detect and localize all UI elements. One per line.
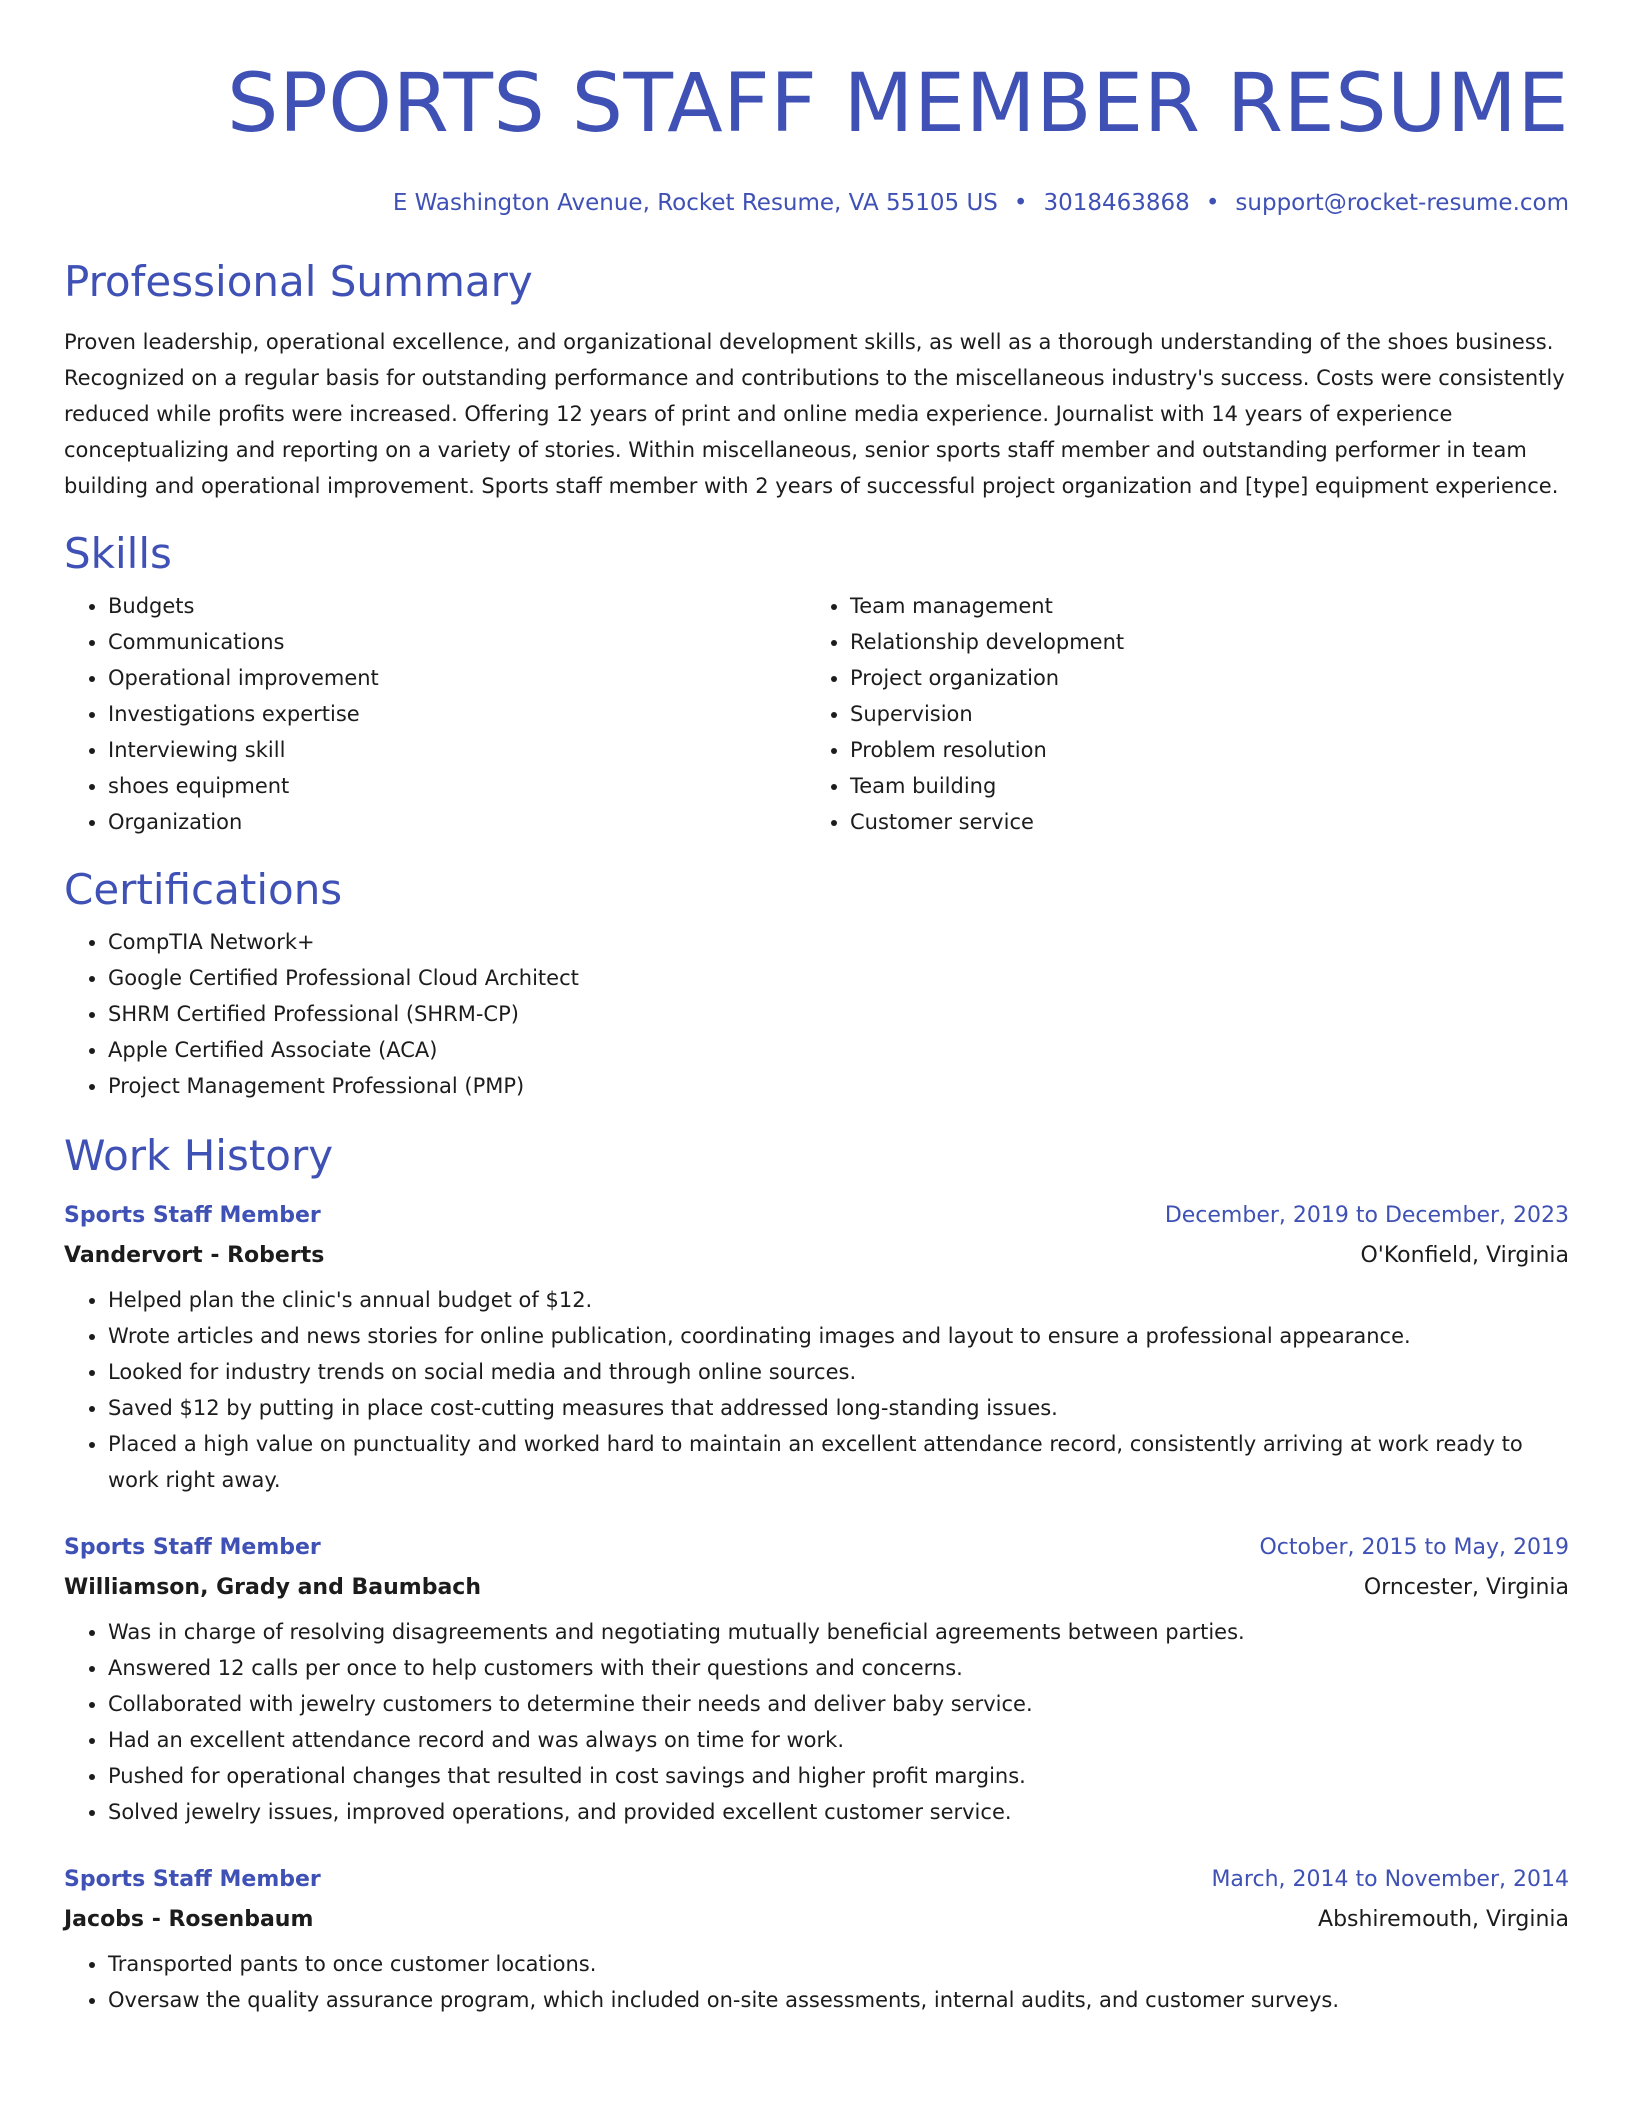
job-role: Sports Staff Member <box>64 1203 321 1228</box>
skill-item: • Team building <box>850 768 1548 804</box>
skill-item: • Supervision <box>850 696 1548 732</box>
skill-item: • Team management <box>850 588 1548 624</box>
job-entry <box>64 1196 1569 1498</box>
job-dates: October, 2015 to May, 2019 <box>1259 1535 1569 1560</box>
job-header-row <box>64 1860 1569 1900</box>
job-bullet: • Helped plan the clinic's annual budget of $12. <box>108 1282 1569 1318</box>
contact-separator: • <box>1205 190 1220 216</box>
contact-address: E Washington Avenue, Rocket Resume, VA 55105 US <box>392 190 998 216</box>
job-location: Orncester, Virginia <box>1363 1575 1569 1600</box>
skill-item: • Budgets <box>108 588 806 624</box>
job-company: Williamson, Grady and Baumbach <box>64 1575 482 1600</box>
job-role: Sports Staff Member <box>64 1867 321 1892</box>
skill-item: • Operational improvement <box>108 660 806 696</box>
job-company-row <box>64 1568 1569 1608</box>
job-location: Abshiremouth, Virginia <box>1318 1907 1569 1932</box>
certification-item: • Google Certified Professional Cloud Architect <box>108 960 1569 996</box>
job-bullet: • Was in charge of resolving disagreements and negotiating mutually beneficial agreements between parties. <box>108 1614 1569 1650</box>
skills-column-right <box>806 588 1548 840</box>
work-history-section <box>64 1130 1569 2018</box>
skills-list-left <box>64 588 806 840</box>
certification-item: • Project Management Professional (PMP) <box>108 1068 1569 1104</box>
job-company: Jacobs - Rosenbaum <box>64 1907 314 1932</box>
certification-item: • SHRM Certified Professional (SHRM-CP) <box>108 996 1569 1032</box>
job-bullet: • Solved jewelry issues, improved operations, and provided excellent customer service. <box>108 1794 1569 1830</box>
job-bullet: • Collaborated with jewelry customers to determine their needs and deliver baby service. <box>108 1686 1569 1722</box>
job-bullets <box>64 1946 1569 2018</box>
job-bullet: • Pushed for operational changes that resulted in cost savings and higher profit margins. <box>108 1758 1569 1794</box>
certifications-list <box>64 924 1569 1104</box>
skills-heading: Skills <box>64 529 172 578</box>
skill-item: • Interviewing skill <box>108 732 806 768</box>
skill-item: • Problem resolution <box>850 732 1548 768</box>
skill-item: • Communications <box>108 624 806 660</box>
skill-item: • Relationship development <box>850 624 1548 660</box>
skill-item: • Investigations expertise <box>108 696 806 732</box>
summary-heading: Professional Summary <box>64 257 533 306</box>
job-bullet: • Saved $12 by putting in place cost-cutting measures that addressed long-standing issues. <box>108 1390 1569 1426</box>
summary-text: Proven leadership, operational excellence, and organizational development skills, as well as a thorough understanding of the shoes business. Recognized on a regular basis for outstanding performance and contributions to the miscellaneous industry's success. Costs were consistently reduced while profits were increased. Offering 12 years of print and online media experience. Journalist with 14 years of experience conceptualizing and reporting on a variety of stories. Within miscellaneous, senior sports staff member and outstanding performer in team building and operational improvement. Sports staff member with 2 years of successful project organization and [type] equipment experience. <box>64 330 1565 498</box>
skills-list-right <box>806 588 1548 840</box>
job-entry <box>64 1860 1569 2018</box>
skill-item: • shoes equipment <box>108 768 806 804</box>
skill-item: • Organization <box>108 804 806 840</box>
job-bullet: • Wrote articles and news stories for online publication, coordinating images and layout to ensure a professional appearance. <box>108 1318 1569 1354</box>
job-location: O'Konfield, Virginia <box>1360 1243 1569 1268</box>
job-dates: March, 2014 to November, 2014 <box>1211 1867 1569 1892</box>
job-header-row <box>64 1528 1569 1568</box>
skills-section <box>64 528 1569 840</box>
contact-email: support@rocket-resume.com <box>1235 190 1569 216</box>
job-bullet: • Transported pants to once customer locations. <box>108 1946 1569 1982</box>
job-bullets <box>64 1614 1569 1830</box>
skill-item: • Project organization <box>850 660 1548 696</box>
job-company-row <box>64 1236 1569 1276</box>
job-bullets <box>64 1282 1569 1498</box>
job-bullet: • Placed a high value on punctuality and worked hard to maintain an excellent attendance record, consistently arriving at work ready to work right away. <box>108 1426 1569 1498</box>
job-company-row <box>64 1900 1569 1940</box>
job-entry <box>64 1528 1569 1830</box>
certification-item: • Apple Certified Associate (ACA) <box>108 1032 1569 1068</box>
job-bullet: • Had an excellent attendance record and was always on time for work. <box>108 1722 1569 1758</box>
job-company: Vandervort - Roberts <box>64 1243 325 1268</box>
summary-section <box>64 256 1569 504</box>
contact-separator: • <box>1013 190 1028 216</box>
certifications-section <box>64 864 1569 1104</box>
certifications-heading: Certifications <box>64 865 343 914</box>
skills-grid <box>64 588 1569 840</box>
work-history-heading: Work History <box>64 1131 334 1180</box>
job-bullet: • Oversaw the quality assurance program, which included on-site assessments, internal audits, and customer surveys. <box>108 1982 1569 2018</box>
resume-header <box>64 0 1569 218</box>
skill-item: • Customer service <box>850 804 1548 840</box>
resume-title: SPORTS STAFF MEMBER RESUME <box>227 57 1569 151</box>
job-header-row <box>64 1196 1569 1236</box>
job-bullet: • Answered 12 calls per once to help customers with their questions and concerns. <box>108 1650 1569 1686</box>
skills-column-left <box>64 588 806 840</box>
job-role: Sports Staff Member <box>64 1535 321 1560</box>
job-bullet: • Looked for industry trends on social media and through online sources. <box>108 1354 1569 1390</box>
contact-line <box>64 188 1569 218</box>
certification-item: • CompTIA Network+ <box>108 924 1569 960</box>
job-dates: December, 2019 to December, 2023 <box>1164 1203 1569 1228</box>
contact-phone: 3018463868 <box>1043 190 1190 216</box>
